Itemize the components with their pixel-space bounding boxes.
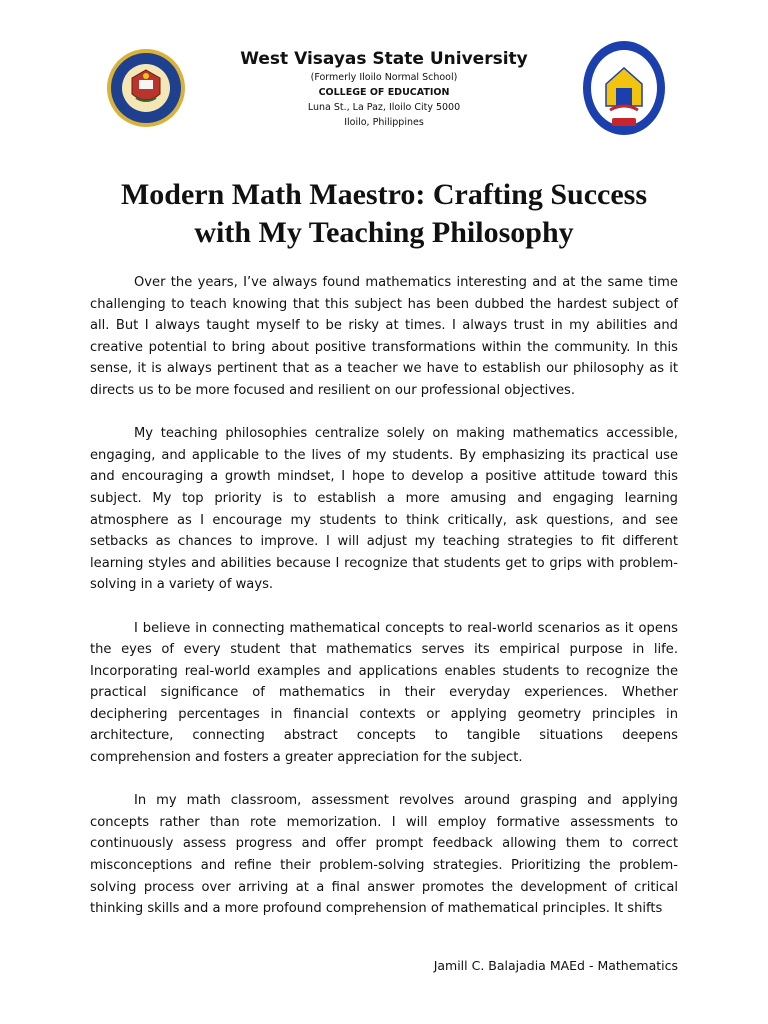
college-seal-icon bbox=[582, 40, 666, 136]
title-line-1: Modern Math Maestro: Crafting Success bbox=[120, 178, 647, 211]
university-seal-icon bbox=[106, 48, 186, 128]
paragraph: I believe in connecting mathematical concepts to real-world scenarios as it opens the eyes of every student that mathematics serves its empirical purpose in life. Incorporating real-world examples and applications enables students to recognize the practical significance of mathematics in their everyday experiences. Whether deciphering percentages in financial contexts or applying geometry principles in architecture, connecting abstract concepts to tangible situations deepens comprehension and fosters a greater appreciation for the subject. bbox=[90, 620, 678, 766]
title-line-2: with My Teaching Philosophy bbox=[194, 216, 574, 249]
document-body bbox=[90, 272, 678, 941]
college-name: COLLEGE OF EDUCATION bbox=[318, 87, 450, 98]
college-seal-logo bbox=[582, 40, 666, 136]
document-title bbox=[60, 176, 708, 252]
paragraph: My teaching philosophies centralize solely on making mathematics accessible, engaging, and applicable to the lives of my students. By emphasizing its practical use and encouraging a growth mindset, I hope to develop a positive attitude toward this subject. My top priority is to establish a more amusing and engaging learning atmosphere as I encourage my students to think critically, ask questions, and see setbacks as chances to improve. I will adjust my teaching strategies to fit different learning styles and abilities because I recognize that students get to grips with problem-solving in a variety of ways. bbox=[90, 426, 678, 593]
address-line-2: Iloilo, Philippines bbox=[344, 117, 424, 128]
formerly-line: (Formerly Iloilo Normal School) bbox=[310, 72, 458, 83]
paragraph: In my math classroom, assessment revolves around grasping and applying concepts rather than rote memorization. I will employ formative assessments to continuously assess progress and offer prompt feedback allowing them to correct misconceptions and refine their problem-solving strategies. Prioritizing the problem-solving process over arriving at a final answer promotes the development of critical thinking skills and a more profound comprehension of mathematical principles. It shifts bbox=[90, 793, 678, 917]
paragraph: Over the years, I’ve always found mathematics interesting and at the same time challenging to teach knowing that this subject has been dubbed the hardest subject of all. But I always taught myself to be risky at times. I always trust in my abilities and creative potential to bring about positive transformations within the community. In this sense, it is always pertinent that as a teacher we have to establish our philosophy as it directs us to be more focused and resilient on our professional objectives. bbox=[90, 275, 678, 398]
letterhead-text bbox=[200, 48, 568, 130]
university-name: West Visayas State University bbox=[240, 49, 528, 69]
address-line-1: Luna St., La Paz, Iloilo City 5000 bbox=[307, 102, 461, 113]
letterhead bbox=[0, 40, 768, 150]
page-footer-author: Jamill C. Balajadia MAEd - Mathematics bbox=[433, 958, 678, 973]
university-seal-logo bbox=[106, 48, 186, 128]
